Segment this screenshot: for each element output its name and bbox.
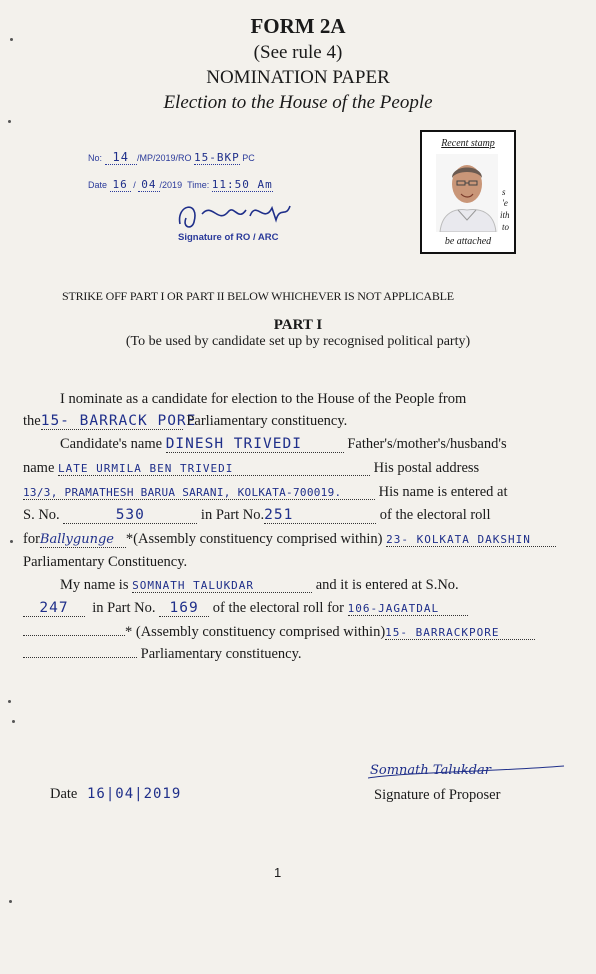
assembly-name-value: Ballygunge <box>40 532 126 548</box>
para1-line1: I nominate as a candidate for election to the House of the People from <box>60 391 467 407</box>
para2-line4 <box>23 646 302 663</box>
entered-at-label: His name is entered at <box>378 484 508 500</box>
ro-signature-label: Signature of RO / ARC <box>178 232 279 243</box>
proposer-signature-label: Signature of Proposer <box>374 787 501 803</box>
strike-off-instruction: STRIKE OFF PART I OR PART II BELOW WHICHEVER IS NOT APPLICABLE <box>62 289 454 303</box>
proposer-part-no-label: in Part No. <box>92 600 156 616</box>
proposer-parliamentary-label: Parliamentary constituency. <box>140 646 302 662</box>
footer-date-label: Date <box>50 786 78 802</box>
assembly-comprised-label: *(Assembly constituency comprised within) <box>125 531 383 547</box>
father-name-value: LATE URMILA BEN TRIVEDI <box>58 462 370 476</box>
name-label: name <box>23 460 55 476</box>
candidate-portrait <box>436 154 498 232</box>
part-title: PART I <box>273 317 323 333</box>
rule-reference: (See rule 4) <box>253 42 343 63</box>
stamp-date-month: 04 <box>138 178 159 192</box>
para1-line4 <box>23 460 479 477</box>
proposer-signature <box>368 756 568 782</box>
parliamentary-constituency-label: Parliamentary constituency. <box>186 413 348 429</box>
part-no-label: in Part No. <box>200 507 265 523</box>
sno-label: S. No. <box>23 507 60 523</box>
stamp-no-suffix: PC <box>242 153 255 163</box>
proposer-name-value: SOMNATH TALUKDAR <box>132 579 312 593</box>
parliamentary-name-value: 23- KOLKATA DAKSHIN <box>386 533 556 547</box>
para1-line6 <box>23 507 491 524</box>
stamp-no-value: 14 <box>105 150 137 165</box>
para1-line2 <box>23 413 347 430</box>
stamp-time-label: Time: <box>187 180 210 190</box>
form-title: FORM 2A <box>250 14 346 38</box>
proposer-parliamentary-value: 15- BARRACKPORE <box>385 626 535 640</box>
document-title: NOMINATION PAPER <box>206 67 390 88</box>
photo-fragment-2: 'e <box>502 198 508 208</box>
election-title: Election to the House of the People <box>163 92 433 113</box>
stamp-time-value: 11:50 Am <box>211 178 273 191</box>
photo-top-label: Recent stamp <box>441 138 495 149</box>
part-subtitle: (To be used by candidate set up by recognised political party) <box>125 334 471 349</box>
stamp-no-mid: /MP/2019/RO <box>136 153 192 163</box>
para2-line2 <box>23 600 468 617</box>
page-number: 1 <box>274 865 282 880</box>
stamp-date-day: 16 <box>110 178 131 192</box>
stamp-date-label: Date <box>88 180 108 190</box>
para1-line5 <box>23 484 507 501</box>
photo-fragment-3: ith <box>500 210 510 220</box>
proposer-signature-text: Somnath Talukdar <box>370 763 492 778</box>
candidate-name-value: DINESH TRIVEDI <box>166 436 344 453</box>
part-no-value: 251 <box>264 507 376 524</box>
the-label: the <box>23 413 41 429</box>
para1-line7 <box>23 531 556 548</box>
for-label: for <box>23 531 40 547</box>
postal-address-label: His postal address <box>373 460 480 476</box>
proposer-assembly-value: 106-JAGATDAL <box>348 602 468 616</box>
ro-stamp: No: 14 /MP/2019/RO 15-BKP PC Date 16 / 04 /2019 Time: 11:50 Am <box>88 150 273 191</box>
ro-signature <box>172 194 302 234</box>
proposer-part-no-value: 169 <box>159 600 209 617</box>
para2-line3 <box>23 624 535 641</box>
postal-address-value: 13/3, PRAMATHESH BARUA SARANI, KOLKATA-700019. <box>23 486 375 500</box>
proposer-entered-label: and it is entered at S.No. <box>315 577 459 593</box>
para2-line1 <box>60 577 459 594</box>
constituency-value: 15- BARRACK PORE <box>40 413 197 429</box>
proposer-roll-label: of the electoral roll for <box>212 600 344 616</box>
photo-fragment-4: to <box>502 222 510 232</box>
para1-line3 <box>60 436 507 453</box>
electoral-roll-label: of the electoral roll <box>379 507 491 523</box>
footer-date-value: 16|04|2019 <box>87 786 182 802</box>
my-name-label: My name is <box>60 577 129 593</box>
fathers-label: Father's/mother's/husband's <box>347 436 507 452</box>
proposer-assembly-comprised-label: * (Assembly constituency comprised within) <box>125 624 386 640</box>
sno-value: 530 <box>63 507 197 524</box>
stamp-no-value2: 15-BKP <box>194 151 240 164</box>
proposer-sno-value: 247 <box>23 600 85 617</box>
stamp-date-year: /2019 <box>159 180 183 190</box>
candidate-name-label: Candidate's name <box>60 436 163 452</box>
photo-fragment-1: s <box>502 187 506 197</box>
photo-bottom-label: be attached <box>444 236 492 247</box>
candidate-photo <box>420 130 516 254</box>
stamp-no-label: No: <box>88 153 103 163</box>
footer-date <box>50 786 181 803</box>
parliamentary-constituency-line: Parliamentary Constituency. <box>23 554 188 570</box>
